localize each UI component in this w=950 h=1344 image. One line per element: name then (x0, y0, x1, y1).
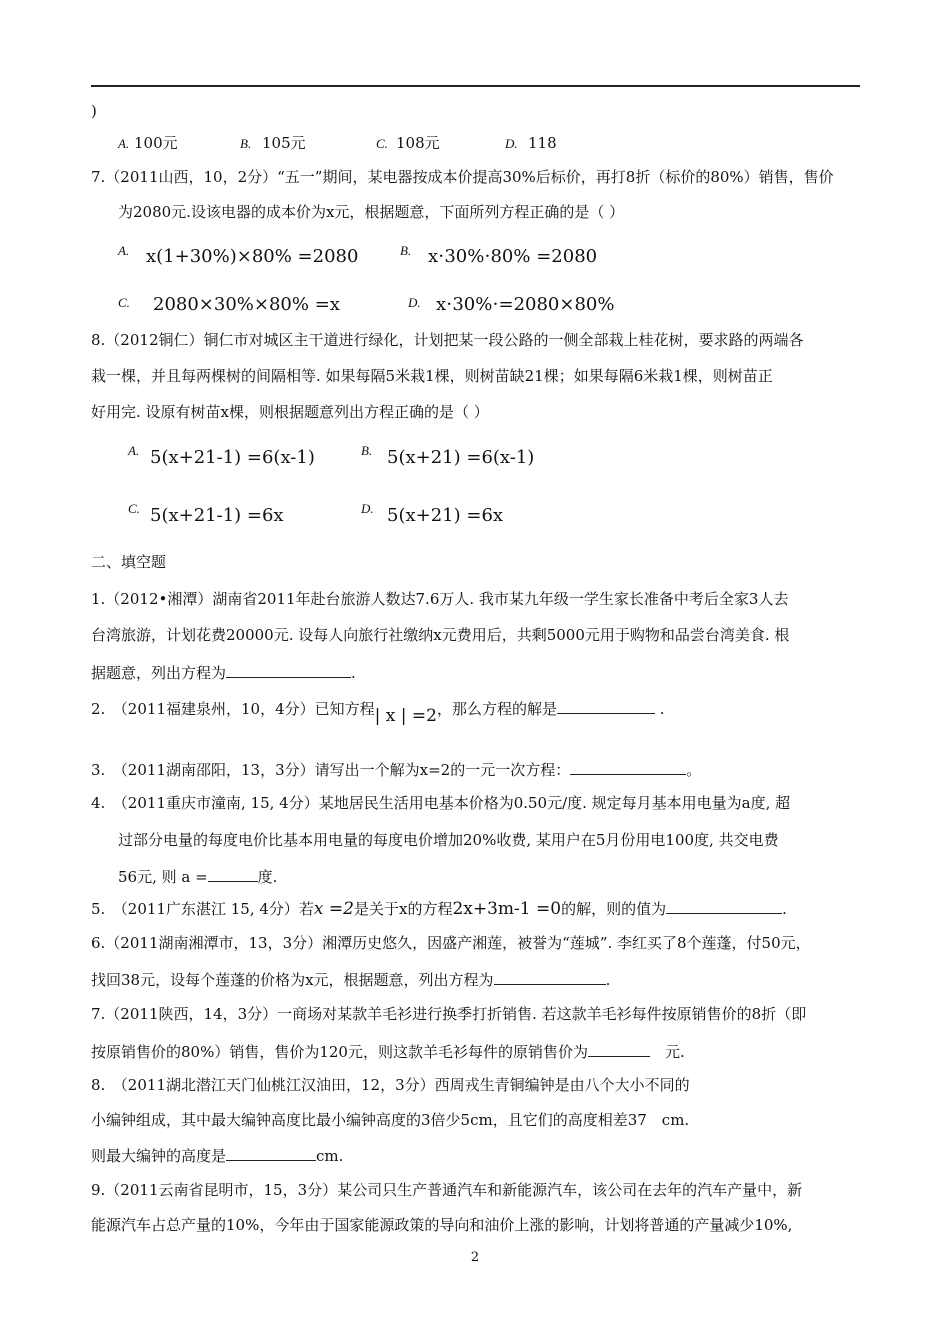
f2-blank[interactable] (557, 697, 655, 714)
q7-b-label: B. (400, 243, 412, 258)
f4-line1: 4. （2011重庆市潼南, 15, 4分）某地居民生活用电基本价格为0.50元/度. 规定每月基本用电量为a度, 超 (91, 794, 791, 812)
f7-blank[interactable] (588, 1040, 650, 1057)
option-c-text: 108元 (396, 134, 440, 152)
q7-d-label: D. (408, 295, 421, 310)
f3-line: 3. （2011湖南邵阳，13，3分）请写出一个解为x=2的一元一次方程： 。 (91, 758, 701, 780)
q8-c-label: C. (128, 501, 140, 516)
option-a-label: A. (118, 136, 130, 151)
q7-c-label: C. (118, 295, 130, 310)
f5-math-1: x =2 (313, 899, 354, 919)
f4-line3: 56元, 则 a = 度. (118, 865, 277, 887)
option-c-label: C. (376, 136, 388, 151)
f4-blank[interactable] (208, 865, 258, 882)
f6-line2: 找回38元，设每个莲蓬的价格为x元，根据题意，列出方程为 . (91, 968, 610, 990)
header-rule (91, 85, 860, 87)
f5-line: 5. （2011广东湛江 15, 4分）若x =2是关于x的方程2x+3m-1 =0的解，则的值为 . (91, 899, 787, 919)
q7-c-formula: 2080×30%×80% =x (153, 294, 340, 315)
f5-math-2: 2x+3m-1 =0 (452, 899, 562, 919)
option-b-label: B. (240, 136, 252, 151)
q8-a-formula: 5(x+21-1) =6(x-1) (150, 447, 315, 468)
f1-line3: 据题意，列出方程为 . (91, 661, 356, 683)
f4-line2: 过部分电量的每度电价比基本用电量的每度电价增加20%收费, 某用户在5月份用电100度, 共交电费 (118, 831, 779, 849)
q8-line3: 好用完. 设原有树苗x棵，则根据题意列出方程正确的是（ ） (91, 403, 489, 421)
f1-line2: 台湾旅游，计划花费20000元. 设每人向旅行社缴纳x元费用后，共剩5000元用于购物和品尝台湾美食. 根 (91, 626, 790, 644)
f6-blank[interactable] (494, 968, 606, 985)
q7-b-formula: x⋅30%⋅80% =2080 (428, 246, 598, 267)
q7-a-formula: x(1+30%)×80% =2080 (146, 246, 359, 267)
q7-d-formula: x⋅30%⋅=2080×80% (436, 294, 615, 315)
option-a-text: 100元 (134, 134, 178, 152)
f8-line3: 则最大编钟的高度是 cm. (91, 1144, 343, 1166)
page-number: 2 (470, 1250, 480, 1265)
q8-line1: 8.（2012铜仁）铜仁市对城区主干道进行绿化，计划把某一段公路的一侧全部栽上桂花树，要求路的两端各 (91, 331, 804, 349)
q8-b-formula: 5(x+21) =6(x-1) (387, 447, 535, 468)
f6-line1: 6.（2011湖南湘潭市，13，3分）湘潭历史悠久，因盛产湘莲，被誉为“莲城”. 李红买了8个莲蓬，付50元， (91, 934, 811, 952)
q8-c-formula: 5(x+21-1) =6x (150, 505, 284, 526)
f1-line1: 1.（2012•湘潭）湖南省2011年赴台旅游人数达7.6万人. 我市某九年级一学生家长准备中考后全家3人去 (91, 590, 789, 608)
f8-line1: 8. （2011湖北潜江天门仙桃江汉油田，12，3分）西周戎生青铜编钟是由八个大小不同的 (91, 1076, 690, 1094)
closing-paren: ) (91, 102, 97, 120)
q8-d-label: D. (361, 501, 374, 516)
f8-blank[interactable] (226, 1144, 316, 1161)
f7-line1: 7.（2011陕西，14，3分）一商场对某款羊毛衫进行换季打折销售. 若这款羊毛衫每件按原销售价的8折（即 (91, 1005, 807, 1023)
q7-line2: 为2080元.设该电器的成本价为x元，根据题意，下面所列方程正确的是（ ） (118, 203, 625, 221)
q8-d-formula: 5(x+21) =6x (387, 505, 504, 526)
f1-blank[interactable] (226, 661, 351, 678)
q8-line2: 栽一棵，并且每两棵树的间隔相等. 如果每隔5米栽1棵，则树苗缺21棵；如果每隔6米栽1棵，则树苗正 (91, 367, 773, 385)
option-d-text: 118 (528, 134, 557, 152)
q7-a-label: A. (118, 243, 130, 258)
f2-math: | x | =2 (374, 706, 437, 726)
section-heading: 二、填空题 (91, 553, 167, 571)
q8-a-label: A. (128, 443, 140, 458)
f3-blank[interactable] (570, 758, 686, 775)
f5-blank[interactable] (666, 897, 782, 914)
f7-line2: 按原销售价的80%）销售，售价为120元，则这款羊毛衫每件的原销售价为 元. (91, 1040, 685, 1062)
f9-line2: 能源汽车占总产量的10%，今年由于国家能源政策的导向和油价上涨的影响，计划将普通的产量减少10%, (91, 1216, 793, 1234)
option-b-text: 105元 (262, 134, 306, 152)
f8-line2: 小编钟组成，其中最大编钟高度比最小编钟高度的3倍少5cm，且它们的高度相差37 cm. (91, 1111, 690, 1129)
option-d-label: D. (505, 136, 518, 151)
q7-line1: 7.（2011山西，10，2分）“五一”期间，某电器按成本价提高30%后标价，再打8折（标价的80%）销售，售价 (91, 168, 834, 186)
f2-line: 2. （2011福建泉州，10，4分）已知方程| x | =2，那么方程的解是 . (91, 697, 665, 719)
f9-line1: 9.（2011云南省昆明市，15，3分）某公司只生产普通汽车和新能源汽车，该公司在去年的汽车产量中，新 (91, 1181, 803, 1199)
q8-b-label: B. (361, 443, 373, 458)
